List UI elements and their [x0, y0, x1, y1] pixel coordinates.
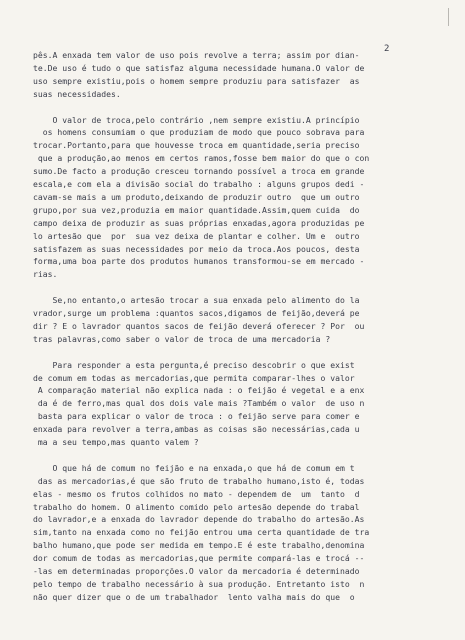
- text-line: uso sempre existiu,pois o homem sempre produziu para satisfazer as: [33, 75, 360, 86]
- text-line: dir ? E o lavrador quantos sacos de feijão deverá oferecer ? Por ou: [33, 320, 365, 331]
- text-line: ma a seu tempo,mas quanto valem ?: [33, 437, 199, 447]
- text-line: enxada para revolver a terra,ambas as coisas são necessárias,cada u: [33, 424, 360, 435]
- text-line: balho humano,que pode ser medida em tempo.E é este trabalho,denomina: [33, 540, 365, 551]
- text-line: pês.A enxada tem valor de uso pois revolve a terra; assim por dian-: [33, 50, 360, 60]
- text-line: campo deixa de produzir as suas próprias enxadas,agora produzidas pe: [33, 217, 365, 228]
- text-line: Para responder a esta pergunta,é preciso descobrir o que exist: [33, 359, 355, 370]
- text-line: A comparação material não explica nada : o feijão é vegetal e a enx: [33, 385, 365, 396]
- text-line: elas - mesmo os frutos colhidos no mato - dependem de um tanto d: [33, 488, 360, 499]
- text-line: não quer dizer que o de um trabalhador lento valha mais do que o: [33, 591, 355, 602]
- text-line: trocar.Portanto,para que houvesse troca em quantidade,seria preciso: [33, 140, 360, 151]
- page-edge-mark: [448, 8, 449, 26]
- text-line: grupo,por sua vez,produzia em maior quantidade.Assim,quem cuida do: [33, 204, 360, 215]
- text-line: os homens consumiam o que produziam de modo que pouco sobrava para: [33, 127, 365, 138]
- text-line: sim,tanto na enxada como no feijão entrou uma certa quantidade de tra: [33, 527, 370, 538]
- text-line: escala,e com ela a divisão social do trabalho : alguns grupos dedi -: [33, 179, 365, 189]
- text-line: dor comum de todas as mercadorias,que permite compará-las e trocá --: [33, 553, 365, 564]
- text-line: sumo.De facto a produção cresceu tornando possível a troca em grande: [33, 166, 365, 177]
- text-line: tras palavras,como saber o valor de troca de uma mercadoria ?: [33, 333, 331, 344]
- text-line: da é de ferro,mas qual dos dois vale mais ?Também o valor de uso n: [33, 398, 365, 409]
- text-line: rias.: [33, 269, 58, 280]
- text-line: lo artesão que por sua vez deixa de plantar e colher. Um e outro: [33, 230, 360, 241]
- text-line: satisfazem as suas necessidades por meio da troca.Aos poucos, desta: [33, 243, 360, 254]
- text-line: O valor de troca,pelo contrário ,nem sempre existiu.A princípio: [33, 114, 360, 125]
- text-line: vrador,surge um problema :quantos sacos,digamos de feijão,deverá pe: [33, 308, 360, 318]
- text-line: que a produção,ao menos em certos ramos,fosse bem maior do que o con: [33, 153, 370, 164]
- text-line: do lavrador,e a enxada do lavrador depende do trabalho do artesão.As: [33, 514, 365, 525]
- text-line: de comum em todas as mercadorias,que permita comparar-lhes o valor: [33, 372, 355, 383]
- text-line: Se,no entanto,o artesão trocar a sua enxada pelo alimento do la: [33, 295, 360, 306]
- text-line: pelo tempo de trabalho necessário à sua produção. Entretanto isto n: [33, 578, 365, 589]
- text-line: das as mercadorias,é que são fruto de trabalho humano,isto é, todas: [33, 475, 365, 486]
- text-line: O que há de comum no feijão e na enxada,o que há de comum em t: [33, 462, 355, 473]
- text-line: te.De uso é tudo o que satisfaz alguma necessidade humana.O valor de: [33, 62, 365, 73]
- text-line: trabalho do homem. O alimento comido pelo artesão depende do trabal: [33, 501, 360, 512]
- text-line: basta para explicar o valor de troca : o feijão serve para comer e: [33, 411, 360, 422]
- page-number: 2: [384, 44, 390, 54]
- text-line: forma,uma boa parte dos produtos humanos transformou-se em mercado -: [33, 256, 365, 267]
- text-line: suas necessidades.: [33, 88, 121, 99]
- text-line: cavam-se mais a um produto,deixando de produzir outro que um outro: [33, 191, 360, 202]
- text-line: -las em determinadas proporções.O valor da mercadoria é determinado: [33, 566, 360, 576]
